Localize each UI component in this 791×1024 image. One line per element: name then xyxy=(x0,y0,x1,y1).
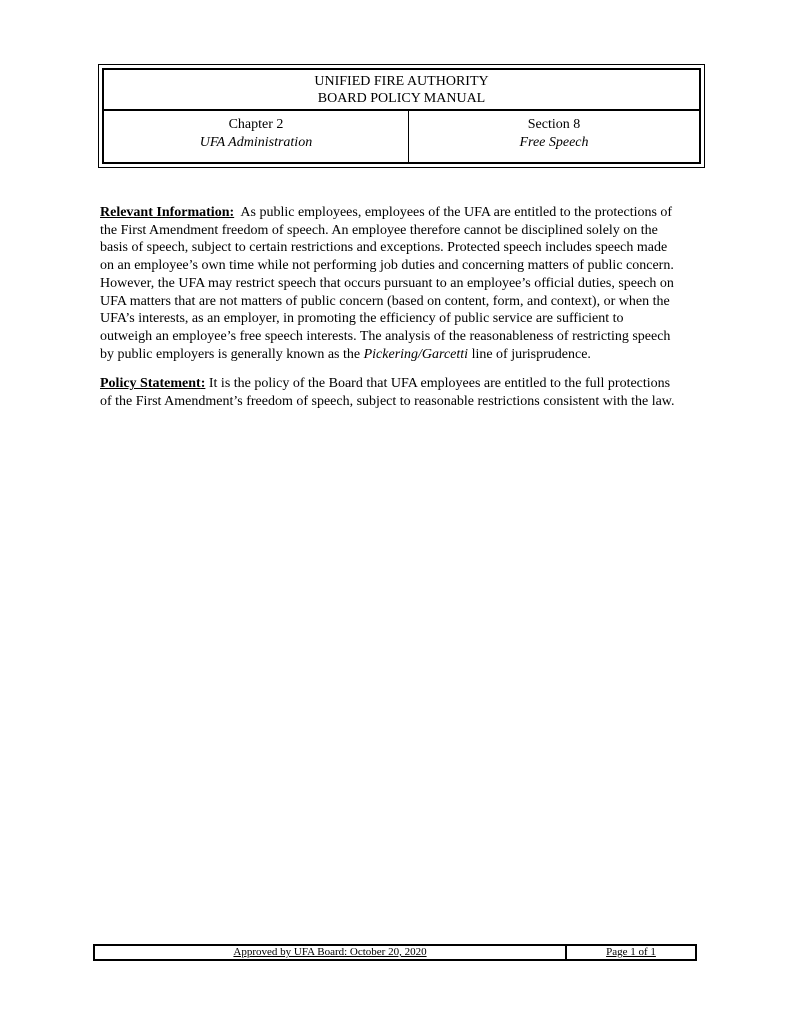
policy-statement-text: It is the policy of the Board that UFA employees are entitled to the full protections of the First Amendment’s freedom of speech, subject to reasonable restrictions consistent with the law. xyxy=(100,376,675,410)
header-title-row xyxy=(104,70,699,111)
document-body xyxy=(100,204,678,423)
section-title: Free Speech xyxy=(519,135,589,150)
header-frame xyxy=(102,68,701,164)
policy-statement-paragraph xyxy=(100,375,678,410)
chapter-label: Chapter 2 xyxy=(228,117,284,132)
relevant-information-text: As public employees, employees of the UFA are entitled to the protections of the First Amendment freedom of speech. An employee therefore cannot be disciplined solely on the basis of speech, subject to certain restrictions and exceptions. Protected speech includes speech made on an employee’s own time while not performing job duties and concerning matters of public concern. However, the UFA may restrict speech that occurs pursuant to an employee’s official duties, speech on UFA matters that are not matters of public concern (based on content, form, and context), or when the UFA’s interests, as an employer, in promoting the efficiency of public service are sufficient to outweigh an employee’s free speech interests. The analysis of the reasonableness of restricting speech by public employers is generally known as the xyxy=(100,205,674,362)
relevant-information-tail: line of jurisprudence. xyxy=(471,346,591,362)
section-label: Section 8 xyxy=(527,117,581,132)
approval-date: Approved by UFA Board: October 20, 2020 xyxy=(95,946,567,959)
relevant-information-heading: Relevant Information xyxy=(100,205,230,220)
manual-name: BOARD POLICY MANUAL xyxy=(317,91,486,106)
chapter-title: UFA Administration xyxy=(199,135,313,150)
page-number: Page 1 of 1 xyxy=(606,946,656,958)
policy-statement-heading: Policy Statement xyxy=(100,376,201,392)
case-name: Pickering/Garcetti xyxy=(363,346,469,362)
header-info-row xyxy=(104,111,699,162)
relevant-information-paragraph xyxy=(100,204,678,363)
document-footer xyxy=(93,944,697,961)
document-header xyxy=(98,64,705,168)
policy-statement-colon: : xyxy=(200,376,206,392)
chapter-cell xyxy=(104,111,409,162)
section-cell xyxy=(409,111,699,162)
organization-name: UNIFIED FIRE AUTHORITY xyxy=(314,74,489,89)
relevant-information-colon: : xyxy=(229,205,235,220)
